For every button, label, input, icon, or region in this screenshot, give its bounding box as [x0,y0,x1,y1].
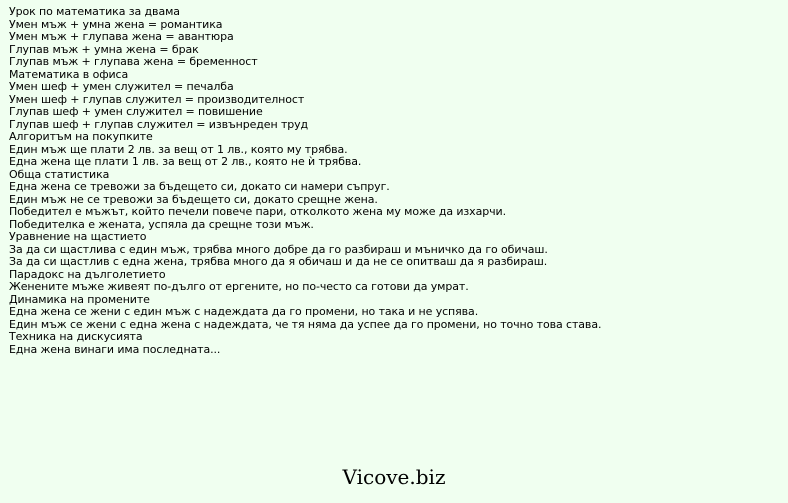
text-line: Един мъж се жени с една жена с надеждата, че тя няма да успее да го промени, но точно това става. [9,317,602,331]
text-line: Глупав шеф + глупав служител = извънреден труд [9,117,309,131]
text-line: Урок по математика за двама [9,5,180,18]
text-line: Женените мъже живеят по-дълго от ергените, но по-често са готови да умрат. [9,280,469,293]
site-watermark: Vicove.biz [342,465,446,489]
text-line: Парадокс на дълголетието [9,267,166,281]
text-line: Един мъж не се тревожи за бъдещето си, докато срещне жена. [9,192,378,206]
text-line: Победителка е жената, успяла да срещне този мъж. [9,217,314,231]
text-line: Една жена се тревожи за бъдещето си, докато си намери съпруг. [9,180,390,193]
text-line: Техника на дискусията [9,330,143,343]
text-line: Глупав мъж + глупава жена = бременност [9,55,258,68]
text-line: За да си щастлива с един мъж, трябва много добре да го разбираш и мъничко да го обичаш. [9,242,548,256]
text-line: Динамика на промените [9,292,150,306]
text-line: Победител е мъжът, който печели повече пари, отколкото жена му може да изхарчи. [9,205,506,218]
text-line: Умен мъж + умна жена = романтика [9,17,223,31]
joke-text-block [9,6,781,356]
text-line: Умен шеф + глупав служител = производителност [9,92,305,106]
text-line: Математика в офиса [9,67,129,81]
text-line: Глупав шеф + умен служител = повишение [9,105,263,118]
text-line: За да си щастлив с една жена, трябва много да я обичаш и да не се опитваш да я разбираш. [9,255,548,268]
text-line: Умен шеф + умен служител = печалба [9,80,234,93]
text-line: Умен мъж + глупава жена = авантюра [9,30,234,43]
text-line: Алгоритъм на покупките [9,130,153,143]
text-line: Един мъж ще плати 2 лв. за вещ от 1 лв., която му трябва. [9,142,348,156]
text-line: Уравнение на щастието [9,230,147,243]
text-line: Една жена винаги има последната... [9,342,221,356]
text-line: Една жена ще плати 1 лв. за вещ от 2 лв., която не ѝ трябва. [9,155,362,168]
text-line: Глупав мъж + умна жена = брак [9,42,199,56]
text-line: Една жена се жени с един мъж с надеждата да го промени, но така и не успява. [9,305,479,318]
text-line: Обща статистика [9,167,110,181]
